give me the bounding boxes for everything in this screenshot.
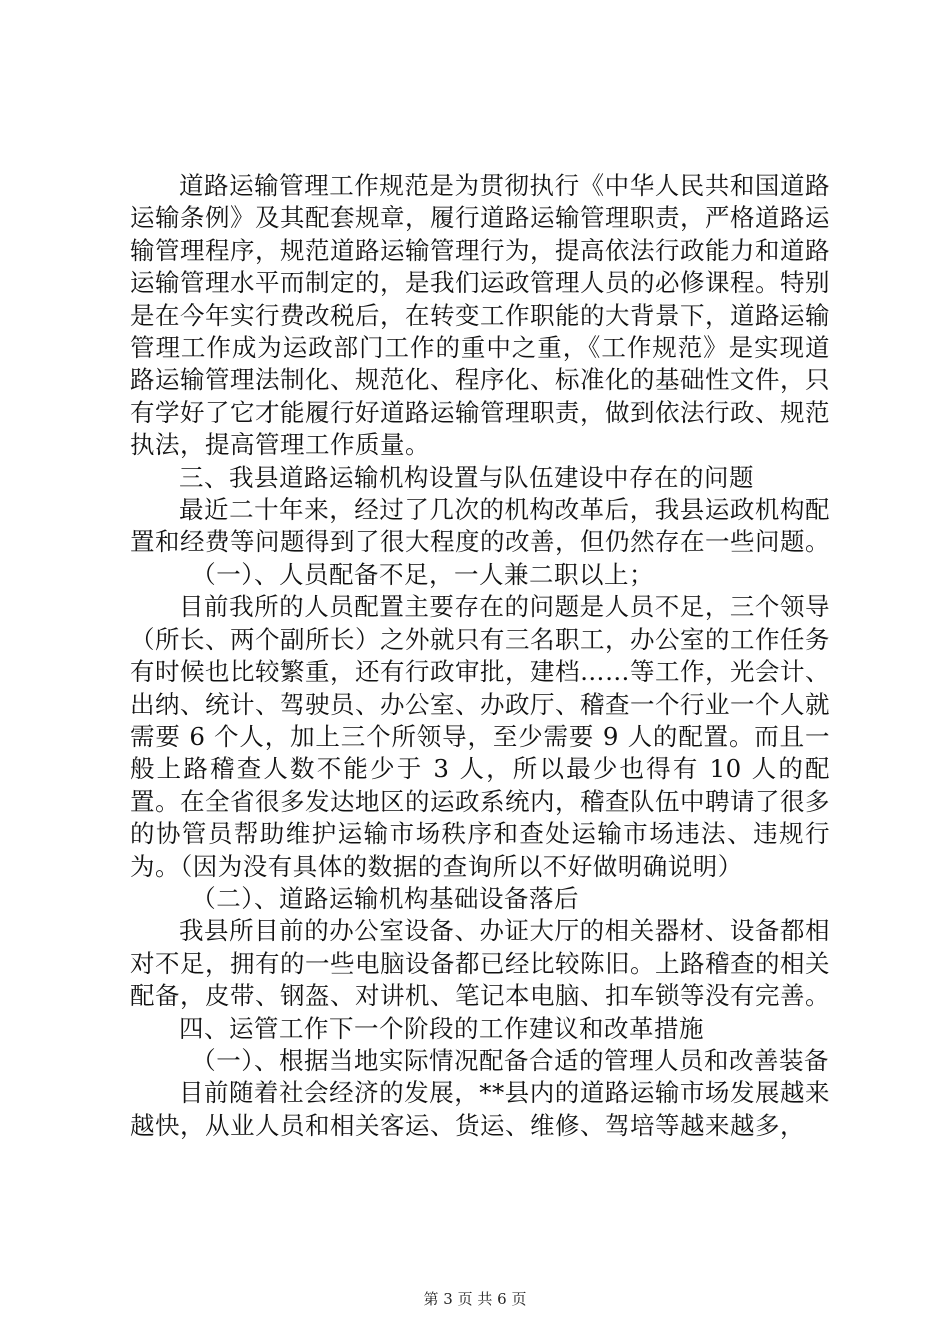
document-body [130, 170, 830, 1142]
page-number-label: 第 3 页 共 6 页 [423, 1290, 527, 1308]
section-heading-4: 四、运管工作下一个阶段的工作建议和改革措施 [179, 1013, 704, 1043]
paragraph-equipment-detail: 我县所目前的办公室设备、办证大厅的相关器材、设备都相对不足，拥有的一些电脑设备都已经比较陈旧。上路稽查的相关配备，皮带、钢盔、对讲机、笔记本电脑、扣车锁等没有完善。 [130, 916, 830, 1011]
paragraph-staffing-detail: 目前我所的人员配置主要存在的问题是人员不足，三个领导（所长、两个副所长）之外就只有三名职工，办公室的工作任务有时候也比较繁重，还有行政审批，建档……等工作，光会计、出纳、统计、驾驶员、办公室、办政厅、稽查一个行业一个人就需要 6 个人，加上三个所领导，至少需要 9 人的配置。而且一般上路稽查人数不能少于 3 人，所以最少也得有 10 人的配置。在全省很多发达地区的运政系统内，稽查队伍中聘请了很多的协管员帮助维护运输市场秩序和查处运输市场违法、违规行为。（因为没有具体的数据的查询所以不好做明确说明） [130, 592, 830, 881]
subheading-recommendation-1: （一）、根据当地实际情况配备合适的管理人员和改善装备 [191, 1045, 829, 1075]
section-heading-3: 三、我县道路运输机构设置与队伍建设中存在的问题 [179, 462, 754, 492]
paragraph-reform-overview: 最近二十年来，经过了几次的机构改革后，我县运政机构配置和经费等问题得到了很大程度的改善，但仍然存在一些问题。 [130, 495, 830, 557]
paragraph-work-standard-intro: 道路运输管理工作规范是为贯彻执行《中华人民共和国道路运输条例》及其配套规章，履行道路运输管理职责，严格道路运输管理程序，规范道路运输管理行为，提高依法行政能力和道路运输管理水平而制定的，是我们运政管理人员的必修课程。特别是在今年实行费改税后，在转变工作职能的大背景下，道路运输管理工作成为运政部门工作的重中之重，《工作规范》是实现道路运输管理法制化、规范化、程序化、标准化的基础性文件，只有学好了它才能履行好道路运输管理职责，做到依法行政、规范执法，提高管理工作质量。 [130, 171, 830, 460]
paragraph-market-growth: 目前随着社会经济的发展，**县内的道路运输市场发展越来越快，从业人员和相关客运、货运、维修、驾培等越来越多， [130, 1078, 830, 1140]
subheading-staffing: （一）、人员配备不足，一人兼二职以上； [191, 559, 654, 589]
page-footer [0, 1288, 950, 1309]
subheading-equipment: （二）、道路运输机构基础设备落后 [191, 883, 579, 913]
